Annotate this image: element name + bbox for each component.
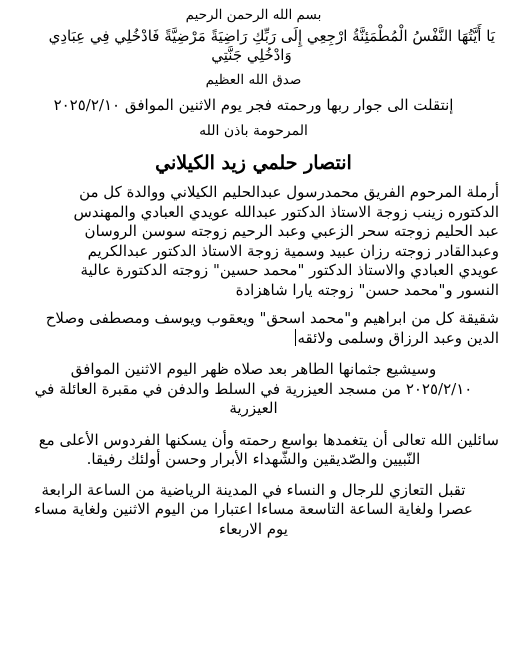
closing-verse: صدق الله العظيم [205, 72, 302, 88]
funeral-paragraph [8, 360, 499, 419]
paragraph-line: وسيشيع جثمانها الطاهر بعد صلاه ظهر اليوم الاثنين الموافق [70, 360, 437, 378]
paragraph-line [8, 329, 499, 349]
paragraph-text: الدين وعبد الرزاق وسلمى ولائقه [297, 328, 499, 347]
paragraph-line: شقيقة كل من ابراهيم و"محمد اسحق" ويعقوب ويوسف ومصطفى وصلاح [45, 309, 499, 327]
condolence-paragraph [8, 481, 499, 540]
verse-line: يَا أَيَّتُهَا النَّفْسُ الْمُطْمَئِنَّةُ ارْجِعِي إِلَى رَبِّكِ رَاضِيَةً مَرْضِيَّةً فَادْخُلِي فِي عِبَادِي [48, 27, 495, 45]
verse-line: وَادْخُلِي جَنَّتِي [211, 46, 292, 64]
widow-paragraph [8, 183, 499, 300]
paragraph-line: ٢٠٢٥/٢/١٠ من مسجد العيزرية في السلط والدفن في مقبرة العائلة في [34, 379, 473, 398]
paragraph-line: الدكتوره زينب زوجة الاستاذ الدكتور عبدالله عويدي العبادي والمهندس [73, 202, 499, 221]
death-announcement: إنتقلت الى جوار ربها ورحمته فجر يوم الاثنين الموافق ٢٠٢٥/٢/١٠ [53, 96, 454, 114]
paragraph-line: النّبيين والصّديقين والشّهداء الأبرار وحسن أولئك رفيقا. [86, 450, 421, 468]
paragraph-line: سائلين الله تعالى أن يتغمدها بواسع رحمته وأن يسكنها الفردوس الأعلى مع [38, 430, 499, 449]
paragraph-line: يوم الاربعاء [219, 519, 288, 538]
paragraph-line: أرملة المرحوم الفريق محمدرسول عبدالحليم الكيلاني ووالدة كل من [79, 183, 499, 201]
quran-verse [8, 27, 499, 65]
deceased-prefix: المرحومة باذن الله [199, 123, 308, 139]
deceased-name: انتصار حلمي زيد الكيلاني [155, 152, 352, 174]
paragraph-line: وعبدالقادر زوجته رزان عبيد وسمية زوجة الاستاذ الدكتور عبدالكريم [87, 241, 499, 260]
paragraph-line: تقبل التعازي للرجال و النساء في المدينة الرياضية من الساعة الرابعة [41, 480, 466, 499]
paragraph-line: النسور و"محمد حسن" زوجته يارا شاهزادة [235, 280, 499, 299]
basmala: بسم الله الرحمن الرحيم [185, 7, 322, 23]
paragraph-line: عصرا ولغاية الساعة التاسعة مساءا اعتبارا من اليوم الاثنين ولغاية مساء [34, 500, 473, 518]
paragraph-line: عبد الحليم زوجته سحر الزعبي وعبد الرحيم زوجته سوسن الروسان [84, 222, 499, 240]
paragraph-line: عويدي العبادي والاستاذ الدكتور "محمد حسين" زوجته الدكتورة عالية [80, 261, 499, 279]
paragraph-line: العيزرية [229, 399, 278, 417]
text-cursor [295, 329, 296, 346]
sister-paragraph [8, 309, 499, 348]
prayer-paragraph [8, 431, 499, 470]
